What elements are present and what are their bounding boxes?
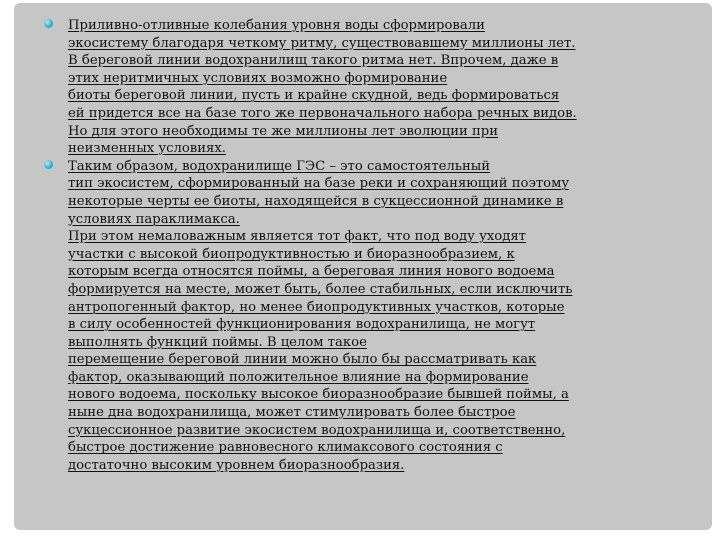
text-line: которым всегда относятся поймы, а береговая линия нового водоема — [68, 264, 555, 280]
slide-content — [44, 17, 674, 474]
text-line: этих неритмичных условиях возможно формирование — [68, 70, 448, 86]
text-line: антропогенный фактор, но менее биопродуктивных участков, которые — [68, 299, 565, 315]
text-line: ей придется все на базе того же первоначального набора речных видов. — [68, 105, 577, 121]
text-line: Но для этого необходимы те же миллионы лет эволюции при — [68, 123, 498, 139]
text-line: формируется на месте, может быть, более стабильных, если исключить — [68, 281, 573, 297]
text-line: экосистему благодаря четкому ритму, существовавшему миллионы лет. — [68, 35, 576, 51]
text-line: фактор, оказывающий положительное влияние на формирование — [68, 369, 529, 385]
text-line: Приливно-отливные колебания уровня воды сформировали — [68, 18, 485, 33]
text-line: биоты береговой линии, пусть и крайне скудной, ведь формироваться — [68, 88, 560, 104]
text-line: неизменных условиях. — [68, 141, 226, 157]
text-line: некоторые черты ее биоты, находящейся в сукцессионной динамике в — [68, 193, 564, 209]
bullet-item-2 — [44, 158, 674, 475]
slide-background — [14, 3, 712, 530]
text-line: ныне дна водохранилища, может стимулировать более быстрое — [68, 405, 516, 421]
text-line: достаточно высоким уровнем биоразнообразия. — [68, 457, 405, 473]
text-line: В береговой линии водохранилищ такого ритма нет. Впрочем, даже в — [68, 53, 559, 69]
text-line: Таким образом, водохранилище ГЭС – это самостоятельный — [68, 158, 491, 174]
text-line: участки с высокой биопродуктивностью и биоразнообразием, к — [68, 246, 515, 262]
text-line: сукцессионное развитие экосистем водохранилища и, соответственно, — [68, 422, 566, 438]
text-line: быстрое достижение равновесного климаксового состояния с — [68, 440, 503, 456]
text-line: условиях параклимакса. — [68, 211, 240, 227]
bullet-icon — [44, 160, 53, 169]
text-line: тип экосистем, сформированный на базе реки и сохраняющий поэтому — [68, 176, 570, 192]
text-line: выполнять функций поймы. В целом такое — [68, 334, 367, 350]
text-line: При этом немаловажным является тот факт, что под воду уходят — [68, 229, 526, 245]
bullet-icon — [44, 19, 53, 28]
text-line: в силу особенностей функционирования водохранилища, не могут — [68, 317, 536, 333]
bullet-item-1 — [44, 17, 674, 158]
text-line: перемещение береговой линии можно было бы рассматривать как — [68, 352, 537, 368]
text-line: нового водоема, поскольку высокое биоразнообразие бывшей поймы, а — [68, 387, 569, 403]
